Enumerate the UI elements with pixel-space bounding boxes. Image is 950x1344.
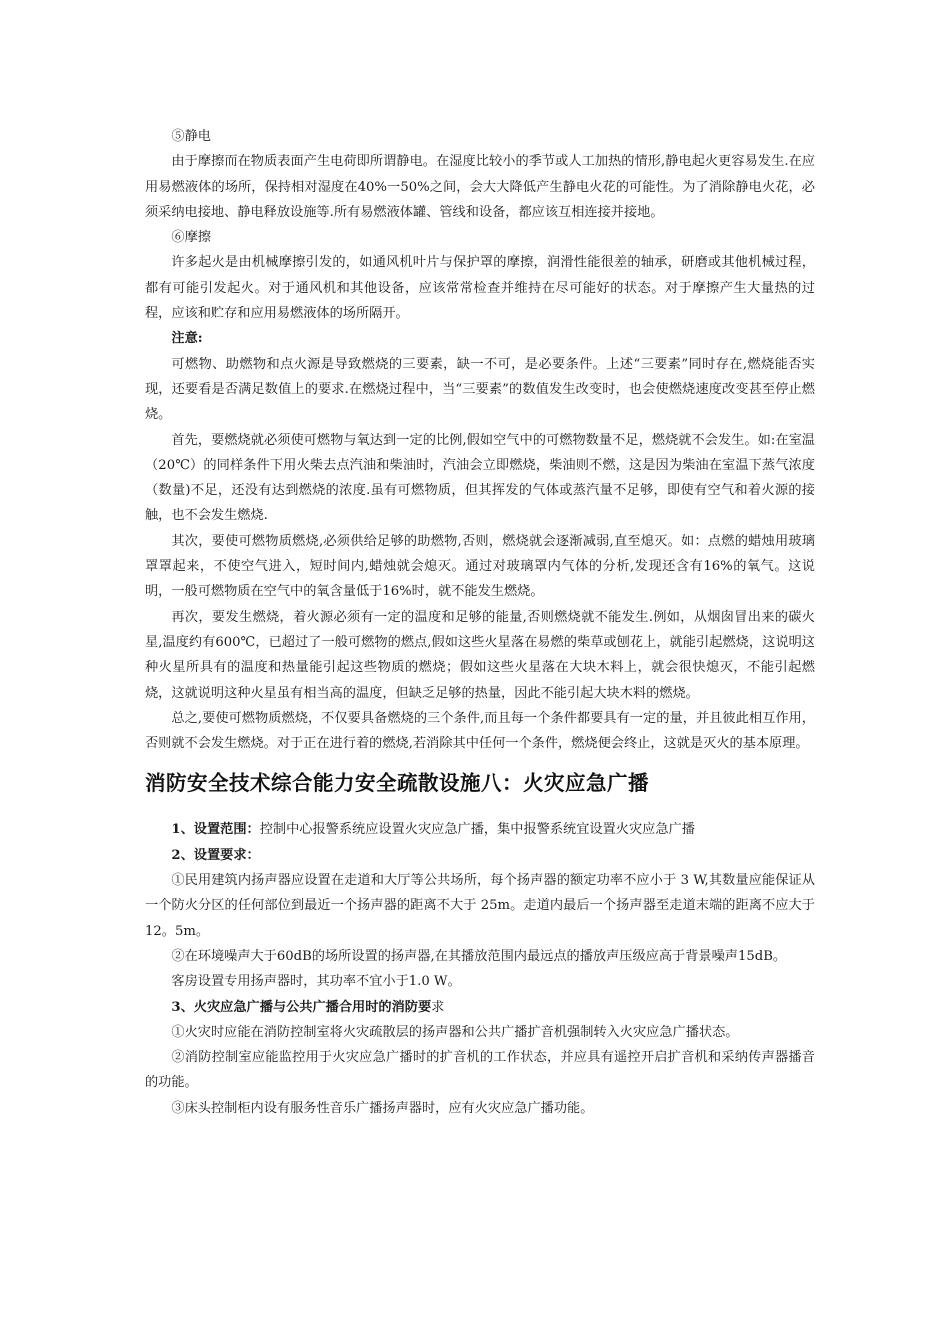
requirement-1: ①民用建筑内扬声器应设置在走道和大厅等公共场所，每个扬声器的额定功率不应小于 3 W,其数量应能保证从一个防火分区的任何部位到最近一个扬声器的距离不大于 25m。走道内最后一个扬声器至走道末端的距离不应大于12。5m。 [145,873,815,939]
item-3-tail: 求 [431,999,445,1015]
item-1-text: 控制中心报警系统应设置火灾应急广播，集中报警系统宜设置火灾应急广播 [259,822,695,838]
static-title: ⑤静电 [171,129,211,144]
note-paragraph-3: 其次，要使可燃物质燃烧,必须供给足够的助燃物,否则，燃烧就会逐渐减弱,直至熄灭。如：点燃的蜡烛用玻璃罩罩起来，不使空气进入，短时间内,蜡烛就会熄灭。通过对玻璃罩内气体的分析,发现还含有16%的氧气。这说明，一般可燃物质在空气中的氧含量低于16%时，就不能发生燃烧。 [145,533,815,600]
item-1-label: 1、设置范围： [171,822,260,838]
note-paragraph-1: 可燃物、助燃物和点火源是导致燃烧的三要素，缺一不可，是必要条件。上述“三要素”同时存在,燃烧能否实现，还要看是否满足数值上的要求.在燃烧过程中，当“三要素”的数值发生改变时，也会使燃烧速度改变甚至停止燃烧。 [145,356,815,423]
combined-requirement-2: ②消防控制室应能监控用于火灾应急广播时的扩音机的工作状态，并应具有遥控开启扩音机和采纳传声器播音的功能。 [145,1050,815,1091]
static-paragraph: 由于摩擦而在物质表面产生电荷即所谓静电。在湿度比较小的季节或人工加热的情形,静电起火更容易发生.在应用易燃液体的场所，保持相对湿度在40%一50%之间，会大大降低产生静电火花的可能性。为了消除静电火花，必须采纳电接地、静电释放设施等.所有易燃液体罐、管线和设备，都应该互相连接并接地。 [145,154,815,220]
document-page [145,124,815,1121]
note-paragraph-4: 再次，要发生燃烧，着火源必须有一定的温度和足够的能量,否则燃烧就不能发生.例如，从烟囱冒出来的碳火星,温度约有600℃，已超过了一般可燃物的燃点,假如这些火星落在易燃的柴草或刨花上，就能引起燃烧，这说明这种火星所具有的温度和热量能引起这些物质的燃烧；假如这些火星落在大块木料上，就会很快熄灭，不能引起燃烧，这就说明这种火星虽有相当高的温度，但缺乏足够的热量，因此不能引起大块木料的燃烧。 [145,609,815,701]
note-label-line [145,326,815,351]
requirement-3: 客房设置专用扬声器时，其功率不宜小于1.0 W。 [171,974,461,990]
note-label: 注意: [171,331,203,347]
broadcast-item-2 [145,843,815,868]
combined-requirement-1: ①火灾时应能在消防控制室将火灾疏散层的扬声器和公共广播扩音机强制转入火灾应急广播状态。 [171,1024,739,1040]
friction-paragraph: 许多起火是由机械摩擦引发的，如通风机叶片与保护罩的摩擦，润滑性能很差的轴承，研磨或其他机械过程，都有可能引发起火。对于通风机和其他设备，应该常常检查并维持在尽可能好的状态。对于摩擦产生大量热的过程，应该和贮存和应用易燃液体的场所隔开。 [145,255,815,322]
item-3-label: 3、火灾应急广播与公共广播合用时的消防要 [171,999,432,1015]
friction-title: ⑥摩擦 [171,230,211,246]
broadcast-item-1 [145,817,815,842]
combined-requirement-3: ③床头控制柜内设有服务性音乐广播扬声器时，应有火灾应急广播功能。 [171,1100,594,1116]
note-paragraph-5: 总之,要使可燃物质燃烧，不仅要具备燃烧的三个条件,而且每一个条件都要具有一定的量，并且彼此相互作用，否则就不会发生燃烧。对于正在进行着的燃烧,若消除其中任何一个条件，燃烧便会终止，这就是灭火的基本原理。 [145,710,815,752]
item-2-label: 2、设置要求： [171,847,260,863]
section-heading: 消防安全技术综合能力安全疏散设施八：火灾应急广播 [145,771,649,796]
note-paragraph-2: 首先，要燃烧就必须使可燃物与氧达到一定的比例,假如空气中的可燃物数量不足，燃烧就不会发生。如:在室温（20℃）的同样条件下用火柴去点汽油和柴油时，汽油会立即燃烧，柴油则不燃，这是因为柴油在室温下蒸气浓度（数量)不足，还没有达到燃烧的浓度.虽有可燃物质，但其挥发的气体或蒸汽量不足够，即使有空气和着火源的接触，也不会发生燃烧. [145,432,815,524]
broadcast-item-3 [145,995,815,1020]
requirement-2: ②在环境噪声大于60dB的场所设置的扬声器,在其播放范围内最远点的播放声压级应高于背景噪声15dB。 [171,948,787,964]
